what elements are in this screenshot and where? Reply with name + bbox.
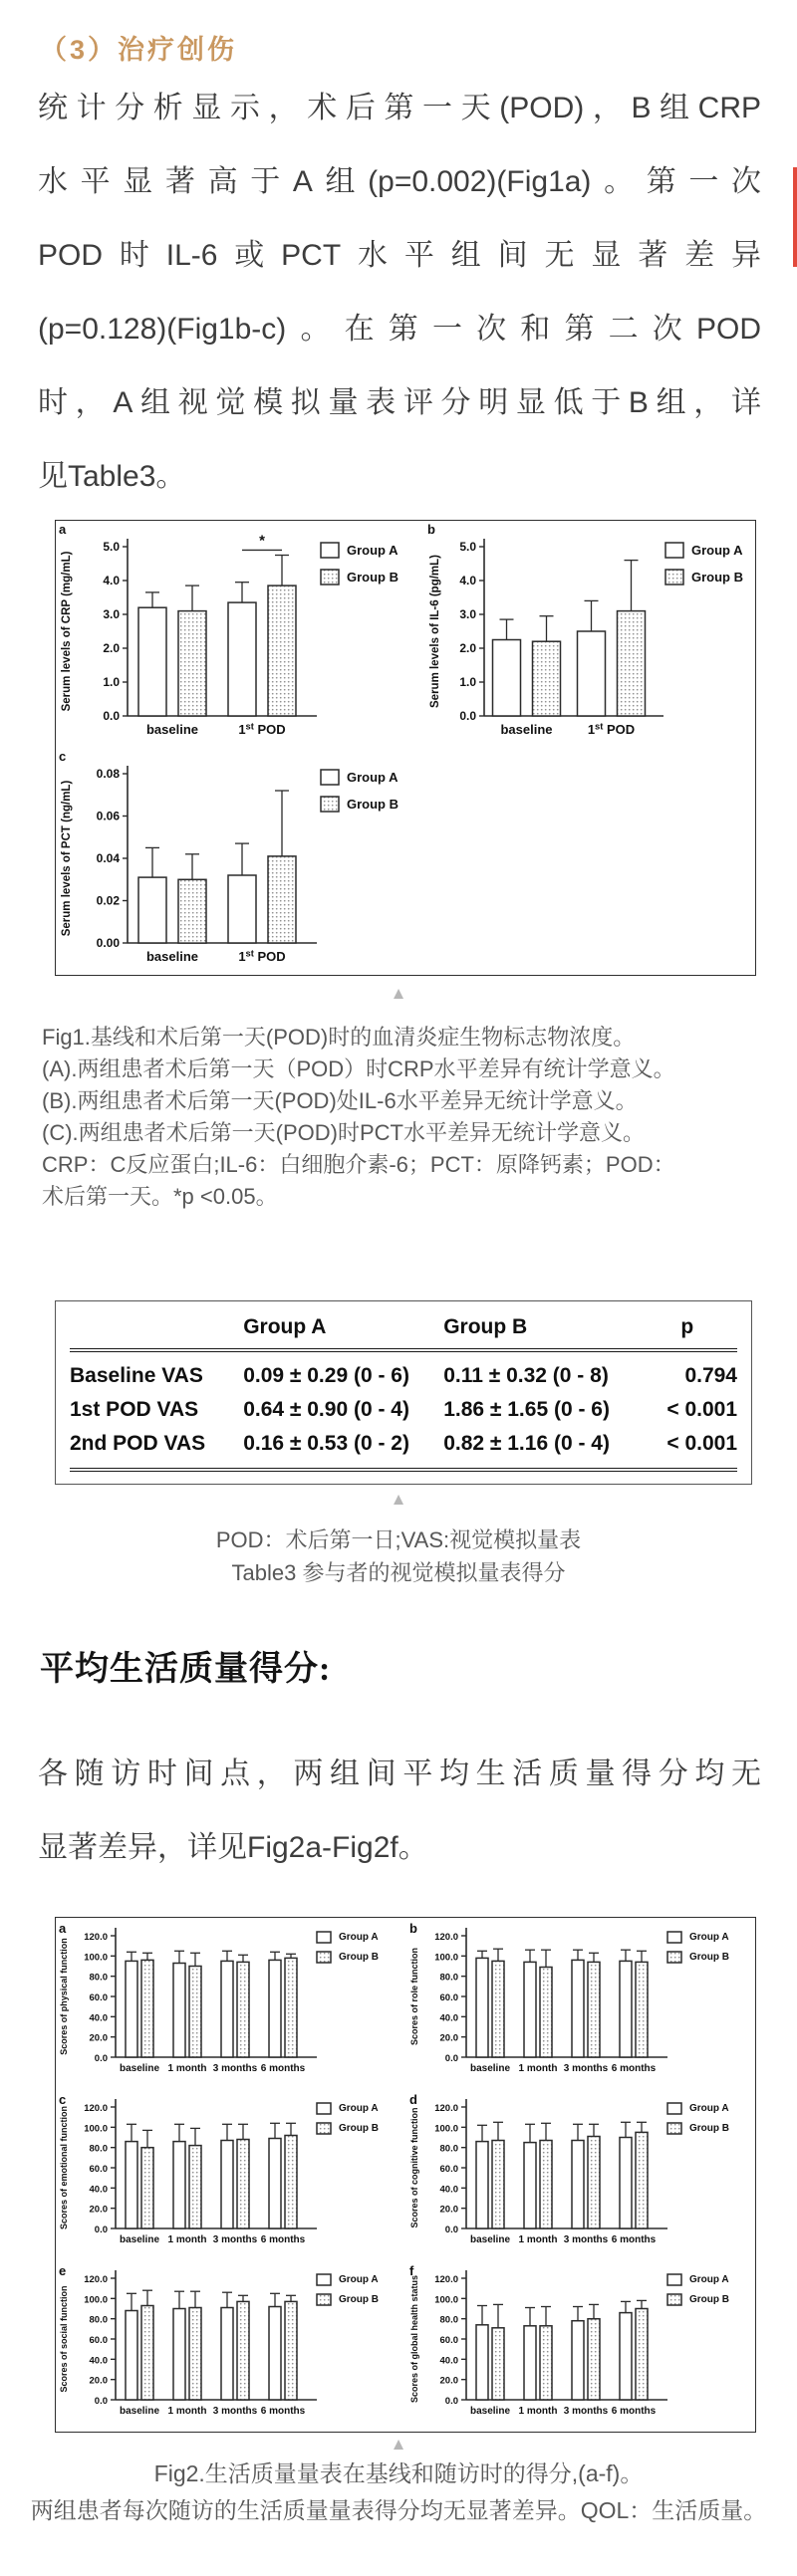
chart-cognitive-function (406, 2091, 755, 2258)
svg-text:80.0: 80.0 (439, 2143, 458, 2155)
svg-text:120.0: 120.0 (434, 2103, 458, 2114)
svg-text:0.0: 0.0 (444, 2396, 458, 2407)
paragraph-line: 时，A组视觉模拟量表评分明显低于B组，详 (38, 386, 761, 419)
paragraph-line: 统计分析显示，术后第一天(POD)，B组CRP (38, 92, 761, 124)
svg-text:100.0: 100.0 (434, 1952, 458, 1964)
svg-text:Scores of global health status: Scores of global health status (409, 2274, 419, 2404)
svg-text:80.0: 80.0 (89, 2314, 108, 2326)
svg-text:120.0: 120.0 (84, 2274, 108, 2285)
caption-line: 术后第一天。*p <0.05。 (42, 1184, 278, 1209)
svg-text:1 month: 1 month (167, 2234, 207, 2245)
svg-text:c: c (59, 749, 67, 764)
svg-text:d: d (409, 2092, 417, 2107)
svg-text:baseline: baseline (469, 2234, 511, 2245)
svg-text:f: f (409, 2263, 414, 2278)
svg-text:baseline: baseline (145, 722, 199, 737)
svg-text:3.0: 3.0 (459, 607, 476, 621)
svg-text:6 months: 6 months (611, 2234, 657, 2245)
svg-text:40.0: 40.0 (89, 2012, 108, 2024)
svg-text:Scores of physical function: Scores of physical function (59, 1938, 69, 2055)
figure2-caption (0, 2456, 797, 2529)
svg-text:b: b (409, 1921, 417, 1936)
svg-text:20.0: 20.0 (89, 2375, 108, 2387)
svg-text:4.0: 4.0 (459, 574, 476, 587)
column-header (70, 1309, 243, 1350)
svg-text:Group B: Group B (347, 797, 398, 812)
svg-text:Scores of emotional function: Scores of emotional function (59, 2105, 69, 2230)
svg-text:baseline: baseline (500, 722, 553, 737)
svg-text:2.0: 2.0 (103, 641, 120, 655)
caption-line: Fig2.生活质量量表在基线和随访时的得分,(a-f)。 (153, 2460, 644, 2486)
svg-text:40.0: 40.0 (89, 2184, 108, 2196)
svg-text:1 month: 1 month (518, 2406, 558, 2417)
chart-il6 (424, 521, 753, 748)
table-row (70, 1427, 737, 1470)
svg-text:1 month: 1 month (518, 2063, 558, 2074)
svg-text:1.0: 1.0 (459, 675, 476, 689)
svg-text:5.0: 5.0 (103, 540, 120, 554)
svg-text:6 months: 6 months (260, 2234, 306, 2245)
svg-text:b: b (427, 522, 435, 537)
svg-text:6 months: 6 months (611, 2406, 657, 2417)
paragraph-qol (38, 1738, 761, 1885)
svg-text:40.0: 40.0 (89, 2355, 108, 2367)
svg-text:120.0: 120.0 (84, 2103, 108, 2114)
svg-text:20.0: 20.0 (439, 2032, 458, 2044)
table-header-row (70, 1309, 737, 1350)
svg-text:Scores of social function: Scores of social function (59, 2285, 69, 2393)
svg-text:2.0: 2.0 (459, 641, 476, 655)
caption-line: (B).两组患者术后第一天(POD)处IL-6水平差异无统计学意义。 (42, 1088, 638, 1113)
svg-text:Group B: Group B (339, 1952, 379, 1963)
column-header: Group A (243, 1315, 327, 1338)
svg-text:a: a (59, 1921, 67, 1936)
collapse-triangle-icon[interactable]: ▲ (390, 2435, 407, 2454)
figure2-qol-charts (55, 1917, 756, 2433)
svg-text:100.0: 100.0 (434, 2294, 458, 2306)
svg-text:4.0: 4.0 (103, 574, 120, 587)
svg-text:100.0: 100.0 (84, 1952, 108, 1964)
chart-physical-function (56, 1920, 404, 2087)
column-header: Group B (443, 1315, 528, 1338)
svg-text:80.0: 80.0 (439, 2314, 458, 2326)
paragraph-line: (p=0.128)(Fig1b-c)。在第一次和第二次POD (38, 313, 761, 346)
svg-text:Group A: Group A (691, 543, 743, 558)
svg-text:20.0: 20.0 (89, 2204, 108, 2216)
svg-text:0.0: 0.0 (103, 709, 120, 723)
svg-text:Group A: Group A (347, 770, 398, 785)
svg-text:40.0: 40.0 (439, 2012, 458, 2024)
svg-text:Group A: Group A (339, 2103, 379, 2114)
svg-text:Group A: Group A (347, 543, 398, 558)
svg-text:Group B: Group B (691, 570, 743, 585)
svg-text:40.0: 40.0 (439, 2184, 458, 2196)
row-label: 2nd POD VAS (70, 1432, 206, 1455)
collapse-triangle-icon[interactable]: ▲ (390, 984, 407, 1003)
svg-text:1.0: 1.0 (103, 675, 120, 689)
caption-line: 两组患者每次随访的生活质量量表得分均无显著差异。QOL：生活质量。 (30, 2497, 767, 2523)
svg-text:Group B: Group B (689, 2294, 729, 2305)
table3-vas-scores (55, 1300, 752, 1485)
svg-text:60.0: 60.0 (439, 1992, 458, 2003)
svg-text:Group A: Group A (689, 1932, 729, 1943)
figure1-caption (42, 1022, 675, 1213)
table-cell: 0.16 ± 0.53 (0 - 2) (243, 1432, 409, 1455)
table-row (70, 1350, 737, 1393)
caption-line: (C).两组患者术后第一天(POD)时PCT水平差异无统计学意义。 (42, 1120, 645, 1145)
svg-text:120.0: 120.0 (84, 1932, 108, 1943)
svg-text:120.0: 120.0 (434, 1932, 458, 1943)
svg-text:Group A: Group A (689, 2274, 729, 2285)
svg-text:Serum levels of PCT (ng/mL): Serum levels of PCT (ng/mL) (61, 780, 73, 937)
svg-text:a: a (59, 522, 67, 537)
table-cell: 0.794 (684, 1364, 737, 1387)
row-label: 1st POD VAS (70, 1398, 199, 1421)
svg-text:20.0: 20.0 (439, 2375, 458, 2387)
svg-text:100.0: 100.0 (434, 2123, 458, 2135)
svg-text:0.02: 0.02 (96, 893, 120, 908)
chart-pct (56, 748, 424, 975)
svg-text:1 month: 1 month (167, 2063, 207, 2074)
svg-text:3 months: 3 months (563, 2234, 609, 2245)
svg-text:1st POD: 1st POD (238, 720, 286, 737)
svg-text:40.0: 40.0 (439, 2355, 458, 2367)
svg-text:baseline: baseline (469, 2063, 511, 2074)
svg-text:1 month: 1 month (518, 2234, 558, 2245)
table-row (70, 1393, 737, 1427)
svg-text:baseline: baseline (119, 2406, 160, 2417)
svg-text:0.0: 0.0 (459, 709, 476, 723)
svg-text:60.0: 60.0 (89, 2335, 108, 2346)
svg-text:20.0: 20.0 (89, 2032, 108, 2044)
caption-line: POD：术后第一日;VAS:视觉模拟量表 (215, 1527, 582, 1552)
svg-text:60.0: 60.0 (89, 1992, 108, 2003)
table3-caption (0, 1523, 797, 1589)
table-cell: < 0.001 (666, 1398, 737, 1421)
svg-text:Group B: Group B (347, 570, 398, 585)
svg-text:80.0: 80.0 (89, 1972, 108, 1984)
paragraph-line: 各随访时间点，两组间平均生活质量得分均无 (38, 1757, 761, 1790)
svg-text:Group A: Group A (339, 2274, 379, 2285)
svg-text:Scores of role function: Scores of role function (409, 1947, 419, 2046)
qol-heading: 平均生活质量得分: (40, 1651, 332, 1688)
svg-text:3 months: 3 months (212, 2406, 258, 2417)
svg-text:0.08: 0.08 (96, 767, 120, 781)
svg-text:3 months: 3 months (212, 2234, 258, 2245)
svg-text:c: c (59, 2092, 67, 2107)
paragraph-line: POD时IL-6或PCT水平组间无显著差异 (38, 239, 761, 272)
svg-text:Group B: Group B (689, 2123, 729, 2134)
paragraph-line: 见Table3。 (38, 460, 186, 493)
svg-text:3 months: 3 months (563, 2063, 609, 2074)
svg-text:6 months: 6 months (260, 2406, 306, 2417)
paragraph-line: 水平显著高于A组(p=0.002)(Fig1a)。第一次 (38, 165, 761, 198)
paragraph-treatment-trauma (38, 72, 761, 514)
svg-text:0.04: 0.04 (96, 851, 120, 865)
caption-line: Fig1.基线和术后第一天(POD)时的血清炎症生物标志物浓度。 (42, 1025, 636, 1050)
svg-text:60.0: 60.0 (439, 2164, 458, 2175)
svg-text:e: e (59, 2263, 67, 2278)
collapse-triangle-icon[interactable]: ▲ (390, 1490, 407, 1509)
table-cell: 0.11 ± 0.32 (0 - 8) (443, 1364, 609, 1387)
svg-text:3 months: 3 months (212, 2063, 258, 2074)
svg-text:0.0: 0.0 (444, 2225, 458, 2235)
table-cell: 0.09 ± 0.29 (0 - 6) (243, 1364, 409, 1387)
svg-text:5.0: 5.0 (459, 540, 476, 554)
svg-text:Group B: Group B (339, 2123, 379, 2134)
svg-text:0.00: 0.00 (96, 936, 120, 950)
table-cell: 0.64 ± 0.90 (0 - 4) (243, 1398, 409, 1421)
svg-text:3.0: 3.0 (103, 607, 120, 621)
svg-text:Serum levels of CRP (mg/mL): Serum levels of CRP (mg/mL) (61, 551, 73, 712)
svg-text:Scores of cognitive function: Scores of cognitive function (409, 2107, 419, 2228)
svg-text:80.0: 80.0 (439, 1972, 458, 1984)
svg-text:0.06: 0.06 (96, 809, 120, 823)
chart-global-health (406, 2262, 755, 2430)
caption-line: (A).两组患者术后第一天（POD）时CRP水平差异有统计学意义。 (42, 1056, 675, 1081)
svg-text:*: * (259, 532, 265, 550)
table-cell: 0.82 ± 1.16 (0 - 4) (443, 1432, 610, 1455)
svg-text:baseline: baseline (145, 949, 199, 964)
chart-role-function (406, 1920, 755, 2087)
svg-text:0.0: 0.0 (94, 2396, 108, 2407)
svg-text:60.0: 60.0 (89, 2164, 108, 2175)
figure1-biomarker-charts (55, 520, 756, 976)
svg-text:Group B: Group B (689, 1952, 729, 1963)
svg-text:1st POD: 1st POD (587, 720, 636, 737)
table-cell: < 0.001 (666, 1432, 737, 1455)
svg-text:baseline: baseline (119, 2234, 160, 2245)
caption-line: Table3 参与者的视觉模拟量表得分 (231, 1560, 566, 1585)
svg-text:6 months: 6 months (611, 2063, 657, 2074)
svg-text:80.0: 80.0 (89, 2143, 108, 2155)
svg-text:60.0: 60.0 (439, 2335, 458, 2346)
chart-crp (56, 521, 424, 748)
svg-text:1 month: 1 month (167, 2406, 207, 2417)
column-header: p (680, 1315, 694, 1338)
svg-text:Serum levels of IL-6 (pg/mL): Serum levels of IL-6 (pg/mL) (429, 555, 441, 708)
svg-text:6 months: 6 months (260, 2063, 306, 2074)
svg-text:120.0: 120.0 (434, 2274, 458, 2285)
svg-text:Group A: Group A (689, 2103, 729, 2114)
svg-text:0.0: 0.0 (444, 2053, 458, 2064)
svg-text:0.0: 0.0 (94, 2053, 108, 2064)
svg-text:20.0: 20.0 (439, 2204, 458, 2216)
chart-emotional-function (56, 2091, 404, 2258)
row-label: Baseline VAS (70, 1364, 203, 1387)
svg-text:1st POD: 1st POD (238, 947, 286, 964)
svg-text:100.0: 100.0 (84, 2123, 108, 2135)
table-cell: 1.86 ± 1.65 (0 - 6) (443, 1398, 610, 1421)
chart-social-function (56, 2262, 404, 2430)
svg-text:baseline: baseline (469, 2406, 511, 2417)
caption-line: CRP：C反应蛋白;IL-6：白细胞介素-6；PCT：原降钙素；POD： (42, 1152, 675, 1177)
scrollbar-thumb[interactable] (793, 167, 797, 267)
svg-text:Group B: Group B (339, 2294, 379, 2305)
svg-text:0.0: 0.0 (94, 2225, 108, 2235)
svg-text:baseline: baseline (119, 2063, 160, 2074)
paragraph-line: 显著差异，详见Fig2a-Fig2f。 (38, 1831, 428, 1864)
svg-text:3 months: 3 months (563, 2406, 609, 2417)
svg-text:100.0: 100.0 (84, 2294, 108, 2306)
section-heading: （3）治疗创伤 (40, 35, 238, 65)
svg-text:Group A: Group A (339, 1932, 379, 1943)
